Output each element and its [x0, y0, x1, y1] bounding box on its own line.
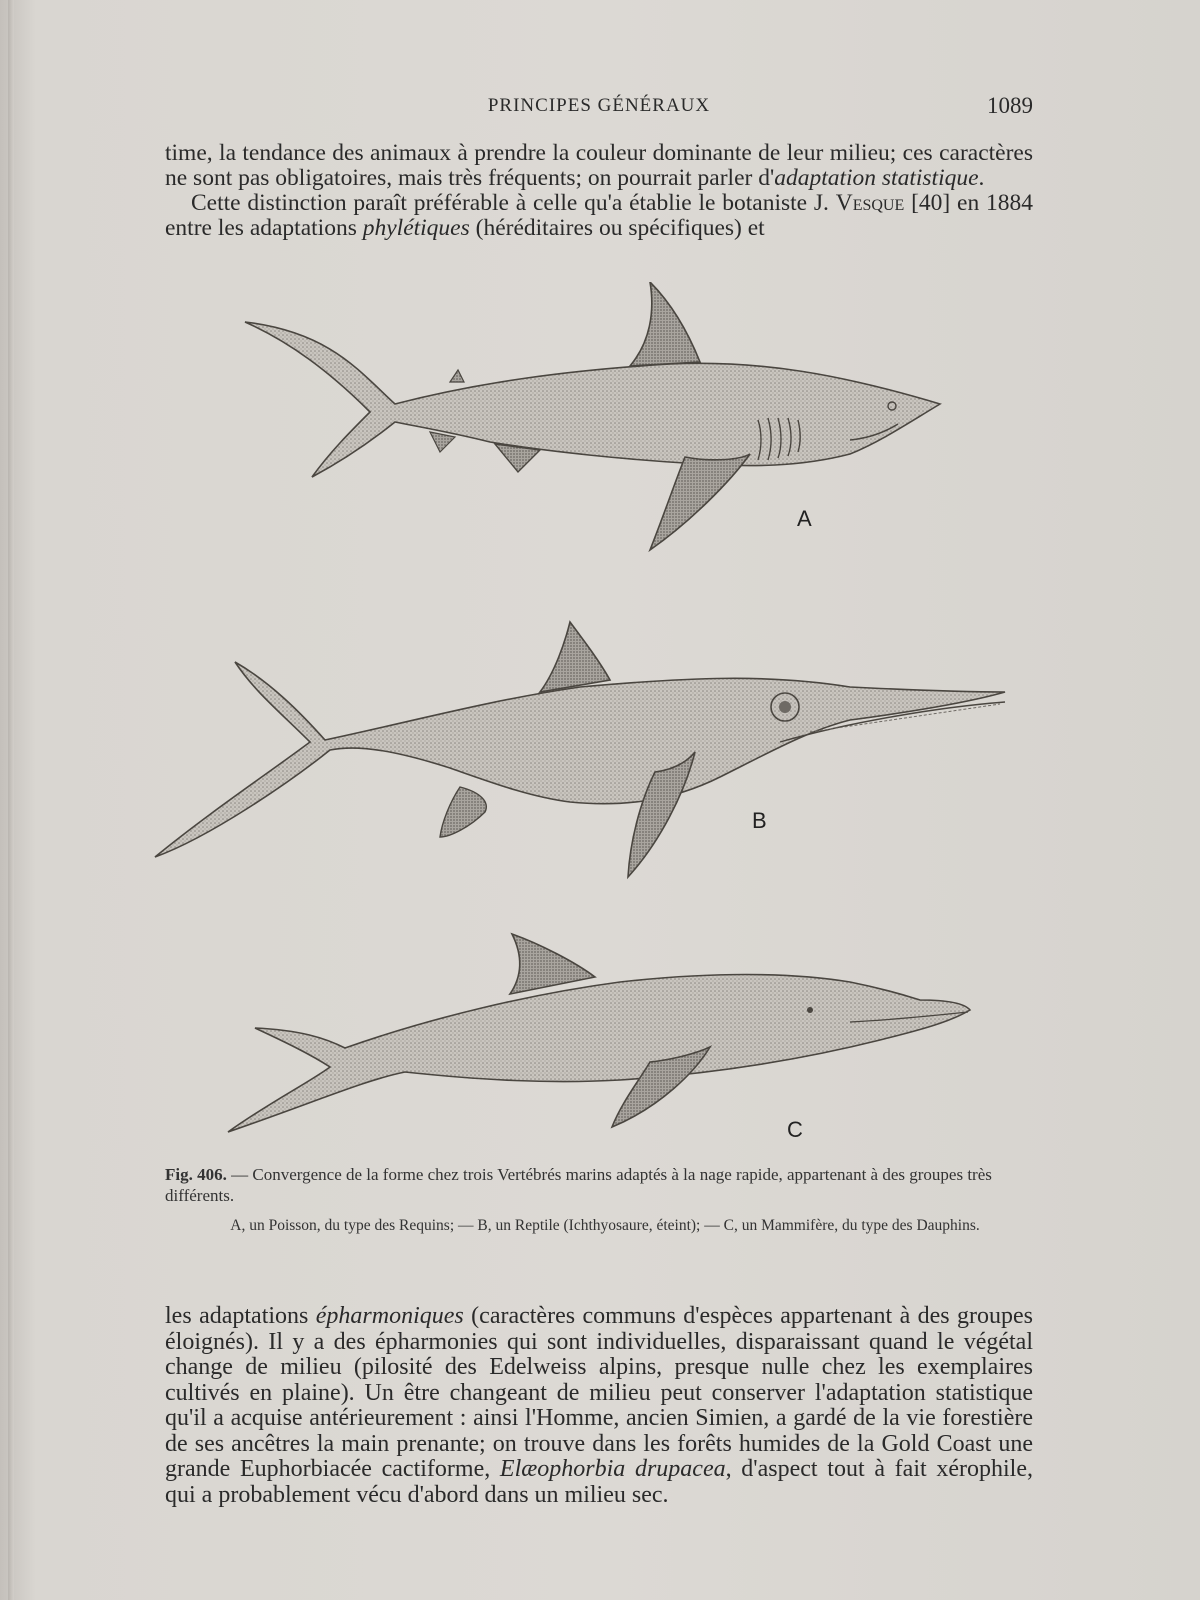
italic-term: épharmoniques	[315, 1303, 464, 1329]
figure-label-c: C	[787, 1117, 803, 1142]
italic-term: phylétiques	[362, 215, 470, 241]
caption-legend: A, un Poisson, du type des Requins; — B, un Reptile (Ichthyosaure, éteint); — C, un Mammifère, du type des Dauphins.	[230, 1217, 980, 1234]
top-paragraphs	[165, 141, 1033, 241]
running-title: PRINCIPES GÉNÉRAUX	[487, 95, 711, 116]
figure-label-a: A	[797, 506, 812, 531]
text-run: Cette distinction paraît préférable à celle qu'a établie le botaniste J.	[191, 190, 836, 216]
italic-species-name: Elæophorbia drupacea	[499, 1456, 726, 1482]
ichthyosaur-icon	[155, 622, 1005, 877]
text-run: les adaptations	[165, 1303, 316, 1329]
paragraph	[165, 191, 1033, 241]
shark-icon	[245, 282, 940, 550]
page-header	[165, 93, 1033, 123]
italic-term: adaptation statistique	[774, 165, 979, 191]
page-spine-shadow	[8, 0, 14, 1600]
figure-caption	[165, 1164, 1045, 1236]
figure-illustrations	[150, 282, 1050, 1162]
page-number: 1089	[987, 93, 1033, 118]
author-name: Vesque	[835, 190, 905, 216]
bottom-paragraph	[165, 1304, 1033, 1508]
figure-406	[150, 282, 1050, 1162]
text-run: , d'aspect tout à fait xérophile, qui a probablement vécu d'abord dans un milieu sec.	[165, 1456, 1033, 1508]
text-run: time, la tendance des animaux à prendre la couleur dominante de leur milieu; ces caractères ne sont pas obligatoires, mais très fréquents; on pourrait parler d'	[165, 140, 1033, 191]
text-run: .	[978, 165, 985, 191]
dolphin-icon	[228, 934, 970, 1132]
caption-main	[165, 1164, 1045, 1206]
caption-text: — Convergence de la forme chez trois Vertébrés marins adaptés à la nage rapide, appartenant à des groupes très différents.	[165, 1165, 992, 1205]
paragraph	[165, 141, 1033, 191]
figure-number: Fig. 406.	[165, 1165, 227, 1184]
text-run: (caractères communs d'espèces appartenant à des groupes éloignés). Il y a des épharmonies qui sont individuelles, disparaissant quand le végétal change de milieu (pilosité des Edelweiss alpins, presque nulle chez les exemplaires cultivés en plaine). Un être changeant de milieu peut conserver l'adaptation statistique qu'il a acquise antérieurement : ainsi l'Homme, ancien Simien, a gardé de la vie forestière de ses ancêtres la main prenante; on trouve dans les forêts humides de la Gold Coast une grande Euphorbiacée cactiforme,	[165, 1303, 1034, 1482]
paragraph	[165, 1304, 1033, 1508]
text-run: (héréditaires ou spécifiques) et	[469, 215, 765, 241]
figure-label-b: B	[752, 808, 767, 833]
text-run: [40] en 1884 entre les adaptations	[165, 190, 1033, 241]
